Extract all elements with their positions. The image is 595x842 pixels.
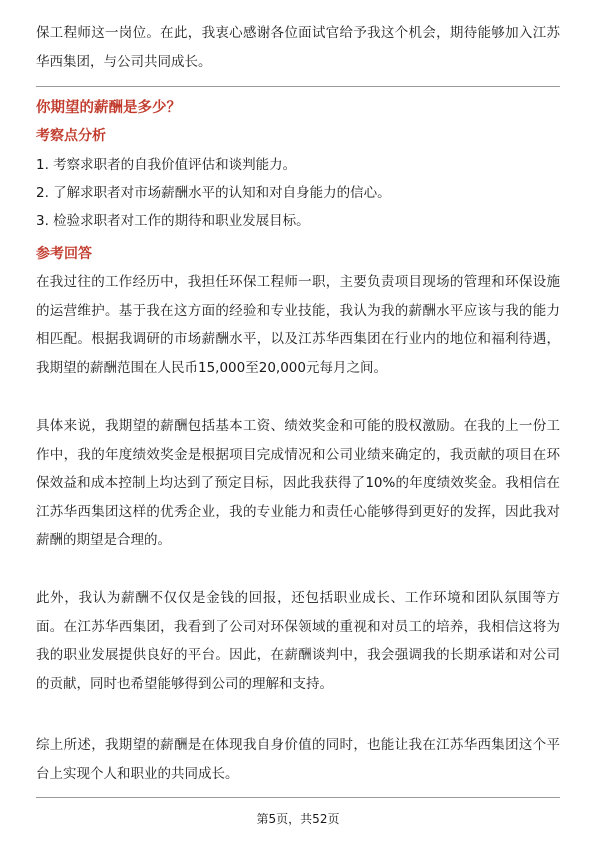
- list-item: 3. 检验求职者对工作的期待和职业发展目标。: [36, 213, 310, 229]
- analysis-title: 考察点分析: [36, 128, 106, 144]
- answer-paragraph-2: 具体来说，我期望的薪酬包括基本工资、绩效奖金和可能的股权激励。在我的上一份工作中，我的年度绩效奖金是根据项目完成情况和公司业绩来确定的，我贡献的项目在环保效益和成本控制上均达到了预定目标，因此我获得了10%的年度绩效奖金。我相信在江苏华西集团这样的优秀企业，我的专业能力和责任心能够得到更好的发挥，因此我对薪酬的期望是合理的。: [36, 418, 560, 548]
- intro-paragraph: 保工程师这一岗位。在此，我衷心感谢各位面试官给予我这个机会，期待能够加入江苏华西集团，与公司共同成长。: [36, 25, 560, 70]
- question-heading: 你期望的薪酬是多少？: [36, 100, 181, 116]
- footer-divider: [36, 797, 560, 798]
- list-item: 2. 了解求职者对市场薪酬水平的认知和对自身能力的信心。: [36, 185, 391, 201]
- page-number: 第5页，共52页: [256, 812, 340, 826]
- document-page: [36, 0, 560, 842]
- analysis-list: [36, 151, 560, 235]
- answer-paragraph-1: 在我过往的工作经历中，我担任环保工程师一职，主要负责项目现场的管理和环保设施的运营维护。基于我在这方面的经验和专业技能，我认为我的薪酬水平应该与我的能力相匹配。根据我调研的市场薪酬水平，以及江苏华西集团在行业内的地位和福利待遇，我期望的薪酬范围在人民币15,000至20,000元每月之间。: [36, 274, 560, 376]
- list-item: 1. 考察求职者的自我价值评估和谈判能力。: [36, 157, 297, 173]
- reference-title: 参考回答: [36, 246, 92, 262]
- answer-paragraph-4: 综上所述，我期望的薪酬是在体现我自身价值的同时，也能让我在江苏华西集团这个平台上实现个人和职业的共同成长。: [36, 737, 560, 782]
- top-divider: [36, 86, 560, 87]
- answer-paragraph-3: 此外，我认为薪酬不仅仅是金钱的回报，还包括职业成长、工作环境和团队氛围等方面。在江苏华西集团，我看到了公司对环保领域的重视和对员工的培养，我相信这将为我的职业发展提供良好的平台。因此，在薪酬谈判中，我会强调我的长期承诺和对公司的贡献，同时也希望能够得到公司的理解和支持。: [36, 590, 560, 692]
